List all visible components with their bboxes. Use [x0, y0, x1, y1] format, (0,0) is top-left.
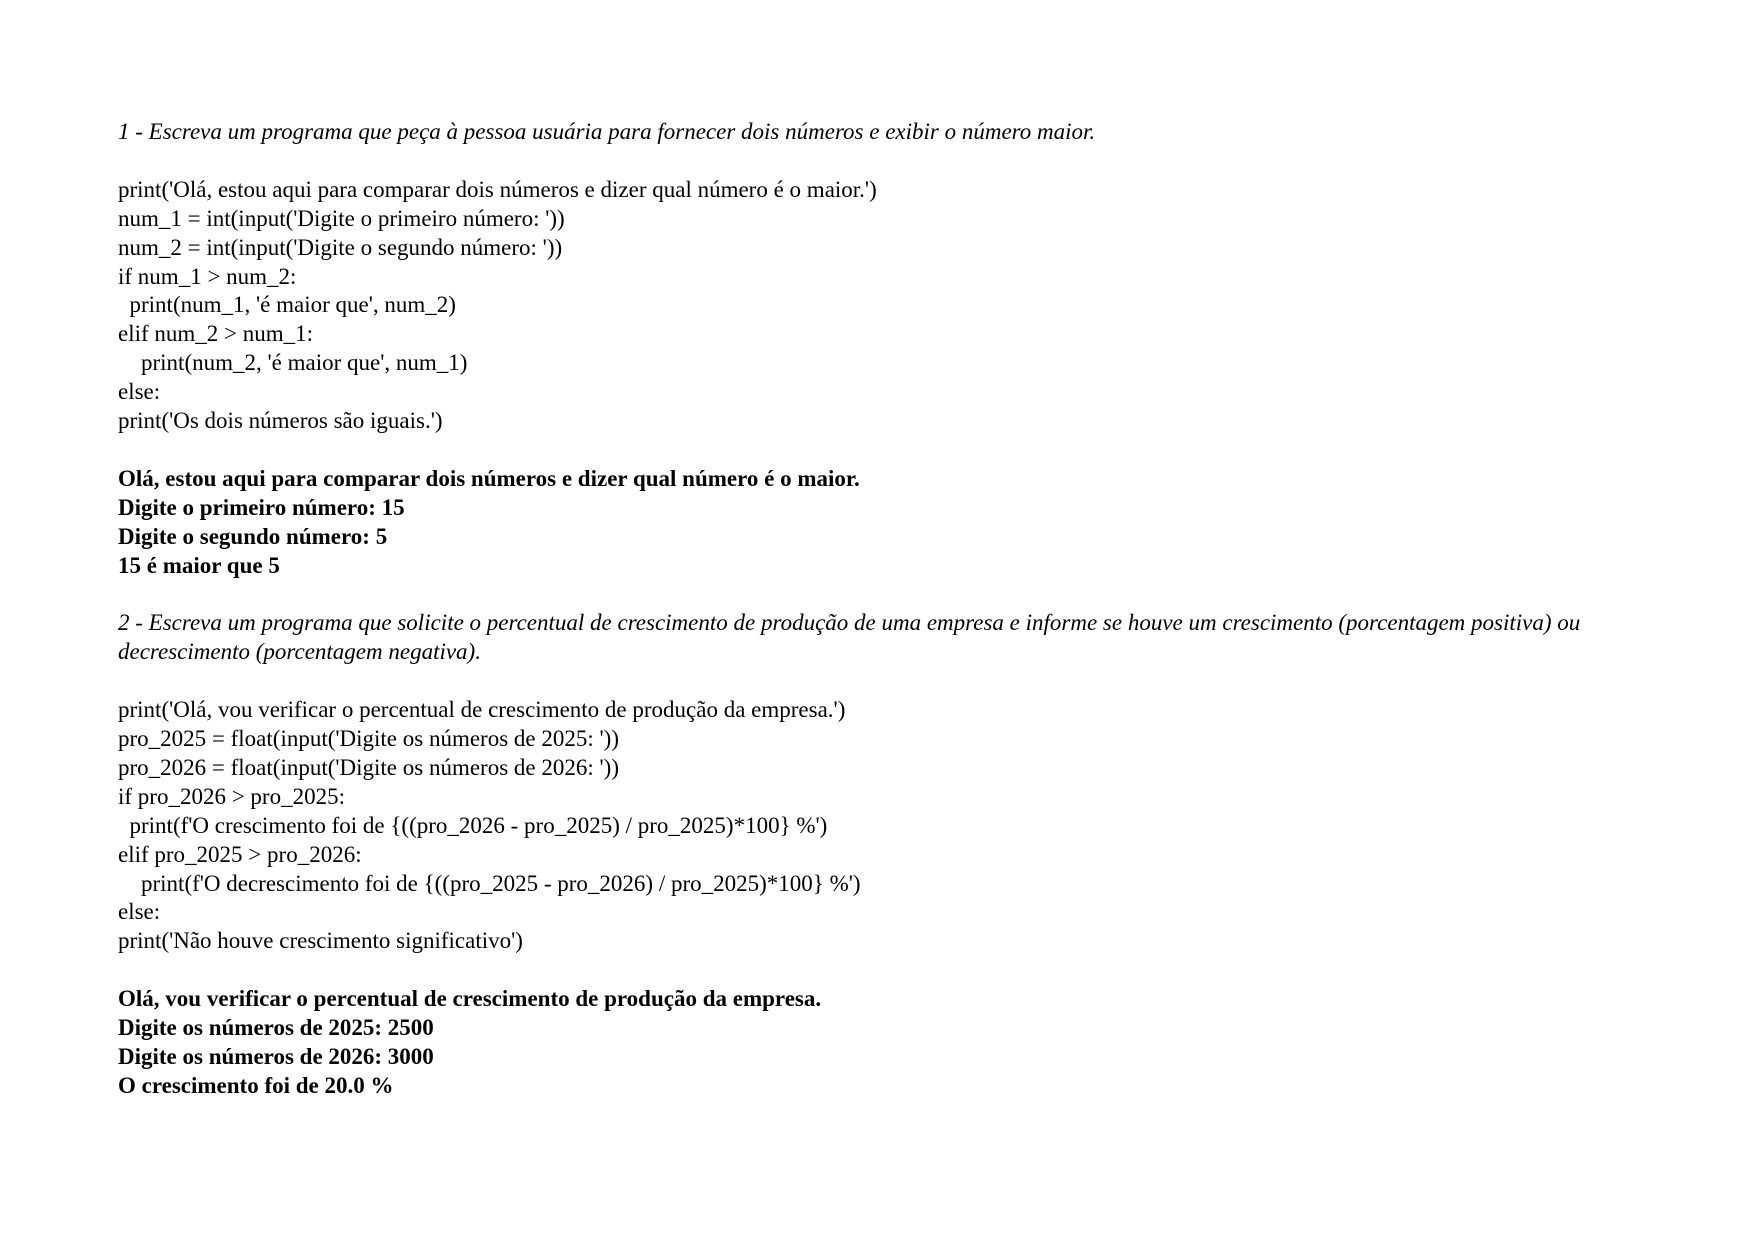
document-page	[118, 118, 1658, 1101]
code-line: if pro_2026 > pro_2025:	[118, 783, 345, 809]
code-line: print(f'O crescimento foi de {((pro_2026 - pro_2025) / pro_2025)*100} %')	[118, 812, 828, 838]
code-line: pro_2026 = float(input('Digite os números de 2026: '))	[118, 754, 619, 780]
code-line: num_2 = int(input('Digite o segundo número: '))	[118, 234, 563, 260]
spacer	[118, 956, 1658, 985]
code-line: print('Os dois números são iguais.')	[118, 408, 443, 434]
code-line: pro_2025 = float(input('Digite os números de 2025: '))	[118, 725, 619, 751]
code-line: if num_1 > num_2:	[118, 263, 297, 289]
code-line: else:	[118, 899, 161, 925]
output-line: 15 é maior que 5	[118, 552, 280, 578]
code-line: print('Não houve crescimento significativo')	[118, 928, 523, 954]
output-line: Olá, estou aqui para comparar dois números e dizer qual número é o maior.	[118, 465, 860, 491]
code-line: elif num_2 > num_1:	[118, 321, 314, 347]
code-line: num_1 = int(input('Digite o primeiro número: '))	[118, 205, 565, 231]
exercise-2-output	[118, 985, 1658, 1101]
output-line: Digite os números de 2025: 2500	[118, 1015, 434, 1041]
output-line: O crescimento foi de 20.0 %	[118, 1072, 394, 1098]
exercise-1-output	[118, 465, 1658, 581]
spacer	[118, 147, 1658, 176]
exercise-2-code	[118, 696, 1658, 956]
code-line: else:	[118, 379, 161, 405]
spacer	[118, 580, 1658, 609]
exercise-1-code	[118, 176, 1658, 436]
code-line: print(f'O decrescimento foi de {((pro_2025 - pro_2026) / pro_2025)*100} %')	[118, 870, 861, 896]
code-line: print('Olá, vou verificar o percentual de crescimento de produção da empresa.')	[118, 697, 846, 723]
output-line: Olá, vou verificar o percentual de crescimento de produção da empresa.	[118, 986, 822, 1012]
code-line: elif pro_2025 > pro_2026:	[118, 841, 362, 867]
output-line: Digite os números de 2026: 3000	[118, 1043, 434, 1069]
output-line: Digite o segundo número: 5	[118, 523, 388, 549]
spacer	[118, 436, 1658, 465]
exercise-1-question: 1 - Escreva um programa que peça à pessoa usuária para fornecer dois números e exibir o número maior.	[118, 119, 1096, 144]
spacer	[118, 667, 1658, 696]
output-line: Digite o primeiro número: 15	[118, 494, 405, 520]
exercise-2-question: 2 - Escreva um programa que solicite o percentual de crescimento de produção de uma empresa e informe se houve um crescimento (porcentagem positiva) ou decrescimento (porcentagem negativa).	[118, 610, 1581, 665]
code-line: print(num_2, 'é maior que', num_1)	[118, 350, 468, 376]
code-line: print(num_1, 'é maior que', num_2)	[118, 292, 456, 318]
code-line: print('Olá, estou aqui para comparar dois números e dizer qual número é o maior.')	[118, 176, 877, 202]
